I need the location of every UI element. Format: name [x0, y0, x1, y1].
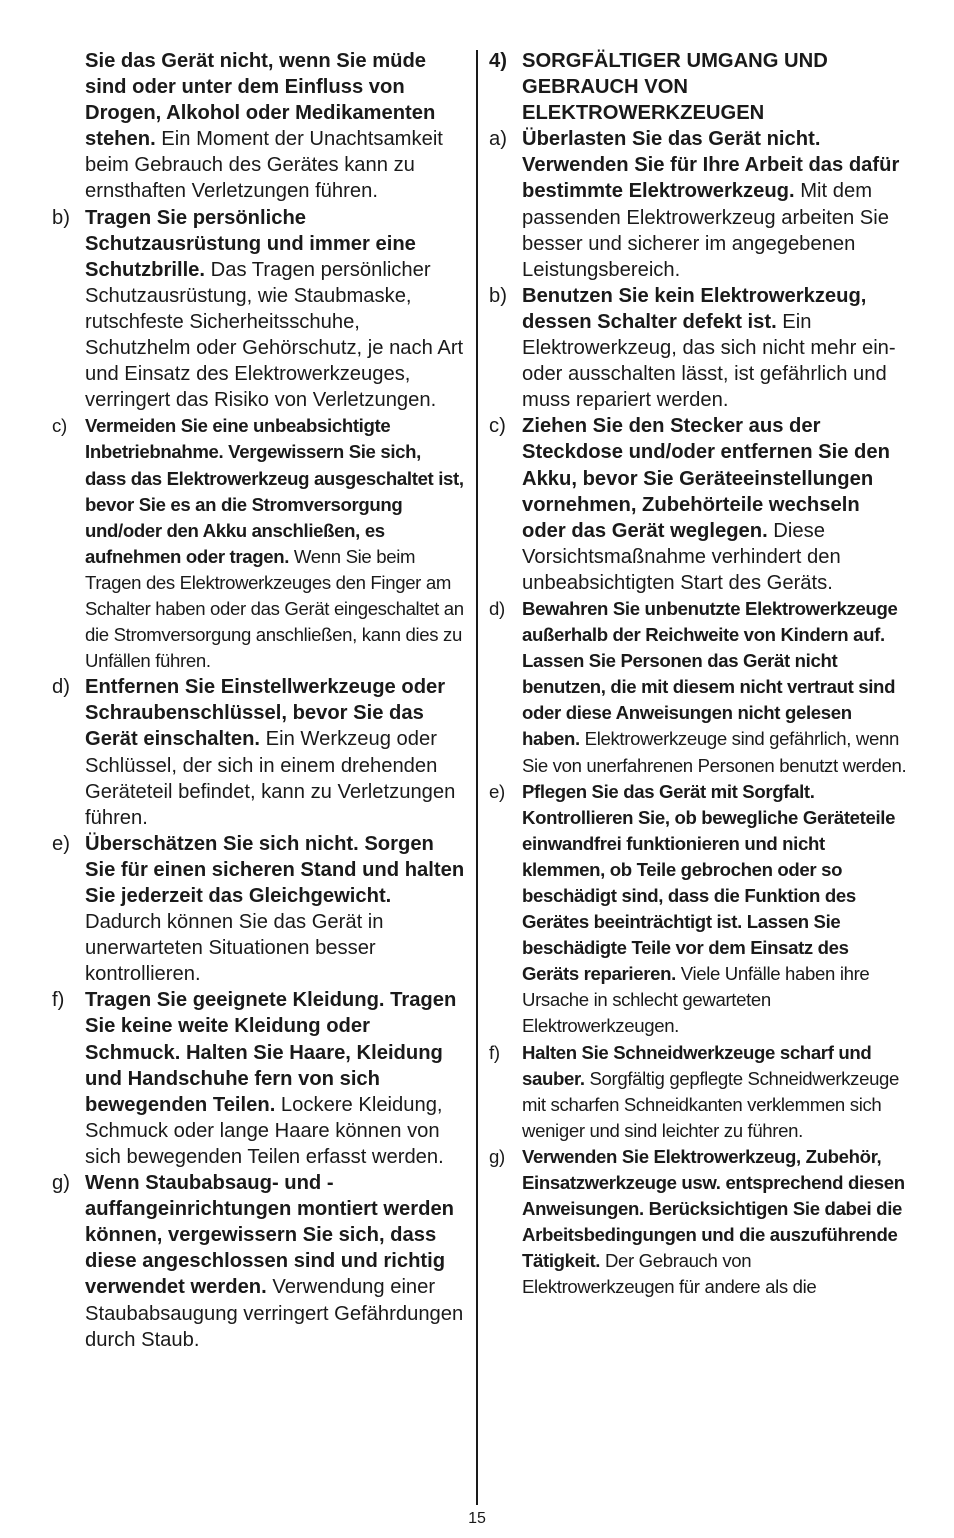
- item-bold-text: Bewahren Sie unbenutzte Elektrowerkzeuge außerhalb der Reichweite von Kindern auf. Lassen Sie Personen das Gerät nicht benutzen, die mit diesem nicht vertraut sind oder diese Anweisungen nicht gelesen haben.: [522, 597, 898, 750]
- item-body-text: Verwendung einer Staubabsaugung verringert Gefährdungen durch Staub.: [85, 1276, 464, 1351]
- item-label: g): [489, 1145, 505, 1167]
- item-body-text: Wenn Sie beim Tragen des Elektrowerkzeuges den Finger am Schalter haben oder das Gerät eingeschaltet an die Stromversorgung anschließen, kann dies zu Unfällen führen.: [85, 545, 464, 672]
- list-item-c: [489, 413, 907, 596]
- item-bold-text: Vermeiden Sie eine unbeabsichtigte Inbetriebnahme. Vergewissern Sie sich, dass das Elektrowerkzeug ausgeschaltet ist, bevor Sie es an die Stromversorgung und/oder den Akku anschließen, es aufnehmen oder tragen.: [85, 415, 464, 567]
- item-label: c): [52, 415, 67, 437]
- item-label: d): [52, 676, 70, 699]
- item-label: f): [489, 1041, 500, 1063]
- list-item-g: [489, 1144, 907, 1301]
- list-item-d: [52, 674, 466, 831]
- item-label: e): [52, 832, 70, 855]
- list-item-e: [489, 779, 907, 1040]
- item-body-text: Lockere Kleidung, Schmuck oder lange Haare können von sich bewegenden Teilen erfasst werden.: [85, 1093, 444, 1168]
- item-bold-text: Benutzen Sie kein Elektrowerkzeug, dessen Schalter defekt ist.: [522, 284, 867, 333]
- item-bold-text: Überschätzen Sie sich nicht. Sorgen Sie für einen sicheren Stand und halten Sie jederzeit das Gleichgewicht.: [85, 832, 465, 907]
- section-title: SORGFÄLTIGER UMGANG UND GEBRAUCH VON ELEKTROWERKZEUGEN: [522, 50, 828, 125]
- item-body-text: Diese Vorsichtsmaßnahme verhindert den unbeabsichtigten Start des Geräts.: [522, 519, 841, 594]
- list-item-e: [52, 831, 466, 988]
- item-body-text: Dadurch können Sie das Gerät in unerwarteten Situationen besser kontrollieren.: [85, 911, 384, 986]
- continued-paragraph: [52, 48, 466, 205]
- intro-body-text: Ein Moment der Unachtsamkeit beim Gebrauch des Gerätes kann zu ernsthaften Verletzungen führen.: [85, 128, 443, 203]
- item-bold-text: Verwenden Sie Elektrowerkzeug, Zubehör, Einsatzwerkzeuge usw. entsprechend diesen Anweisungen. Berücksichtigen Sie dabei die Arbeitsbedingungen und die auszuführende Tätigkeit.: [522, 1145, 905, 1272]
- item-body-text: Viele Unfälle haben ihre Ursache in schlecht gewarteten Elektrowerkzeugen.: [522, 963, 870, 1037]
- item-bold-text: Überlasten Sie das Gerät nicht. Verwenden Sie für Ihre Arbeit das dafür bestimmte Elektrowerkzeug.: [522, 128, 900, 203]
- list-item-f: [489, 1040, 907, 1144]
- item-bold-text: Tragen Sie geeignete Kleidung. Tragen Sie keine weite Kleidung oder Schmuck. Halten Sie Haare, Kleidung und Handschuhe fern von sich bewegenden Teilen.: [85, 989, 457, 1116]
- list-item-a: [489, 126, 907, 283]
- section-number: 4): [489, 50, 507, 72]
- item-body-text: Sorgfältig gepflegte Schneidwerkzeuge mit scharfen Schneidkanten verklemmen sich weniger und sind leichter zu führen.: [522, 1067, 900, 1141]
- item-body-text: Ein Elektrowerkzeug, das sich nicht mehr ein- oder ausschalten lässt, ist gefährlich und muss repariert werden.: [522, 310, 896, 412]
- section-heading: [489, 48, 907, 126]
- item-bold-text: Halten Sie Schneidwerkzeuge scharf und sauber.: [522, 1041, 872, 1089]
- left-column: [52, 48, 466, 1353]
- item-label: b): [489, 284, 507, 307]
- list-item-b: [52, 205, 466, 414]
- item-label: a): [489, 128, 507, 151]
- item-label: b): [52, 206, 70, 229]
- right-column: [489, 48, 907, 1301]
- item-body-text: Der Gebrauch von Elektrowerkzeugen für andere als die: [522, 1250, 817, 1298]
- column-divider: [476, 50, 478, 1505]
- item-bold-text: Pflegen Sie das Gerät mit Sorgfalt. Kontrollieren Sie, ob bewegliche Geräteteile einwandfrei funktionieren und nicht klemmen, ob Teile gebrochen oder so beschädigt sind, dass die Funktion des Gerätes beeinträchtigt ist. Lassen Sie beschädigte Teile vor dem Einsatz des Geräts reparieren.: [522, 780, 896, 985]
- item-body-text: Elektrowerkzeuge sind gefährlich, wenn Sie von unerfahrenen Personen benutzt werden.: [522, 728, 907, 776]
- list-item-b: [489, 283, 907, 413]
- list-item-c: [52, 413, 466, 674]
- page-number: 15: [468, 1510, 486, 1527]
- list-item-f: [52, 987, 466, 1170]
- item-label: g): [52, 1172, 70, 1195]
- item-bold-text: Entfernen Sie Einstellwerkzeuge oder Schraubenschlüssel, bevor Sie das Gerät einschalten.: [85, 676, 446, 751]
- item-label: e): [489, 780, 505, 802]
- item-body-text: Mit dem passenden Elektrowerkzeug arbeiten Sie besser und sicherer im angegebenen Leistungsbereich.: [522, 180, 889, 281]
- item-bold-text: Ziehen Sie den Stecker aus der Steckdose und/oder entfernen Sie den Akku, bevor Sie Geräteeinstellungen vornehmen, Zubehörteile wechseln oder das Gerät weglegen.: [522, 415, 890, 542]
- item-bold-text: Wenn Staubabsaug- und -auffangeinrichtungen montiert werden können, vergewissern Sie sich, dass diese angeschlossen sind und richtig verwendet werden.: [85, 1172, 455, 1299]
- intro-bold-text: Sie das Gerät nicht, wenn Sie müde sind oder unter dem Einfluss von Drogen, Alkohol oder Medikamenten stehen.: [85, 50, 436, 151]
- list-item-d: [489, 596, 907, 779]
- item-bold-text: Tragen Sie persönliche Schutzausrüstung und immer eine Schutzbrille.: [85, 206, 416, 281]
- list-item-g: [52, 1170, 466, 1353]
- item-label: c): [489, 415, 506, 438]
- item-body-text: Ein Werkzeug oder Schlüssel, der sich in einem drehenden Geräteteil befindet, kann zu Verletzungen führen.: [85, 728, 456, 829]
- item-body-text: Das Tragen persönlicher Schutzausrüstung, wie Staubmaske, rutschfeste Sicherheitsschuhe, Schutzhelm oder Gehörschutz, je nach Art und Einsatz des Elektrowerkzeuges, verringert das Risiko von Verletzungen.: [85, 258, 464, 412]
- item-label: f): [52, 989, 65, 1012]
- item-label: d): [489, 597, 505, 619]
